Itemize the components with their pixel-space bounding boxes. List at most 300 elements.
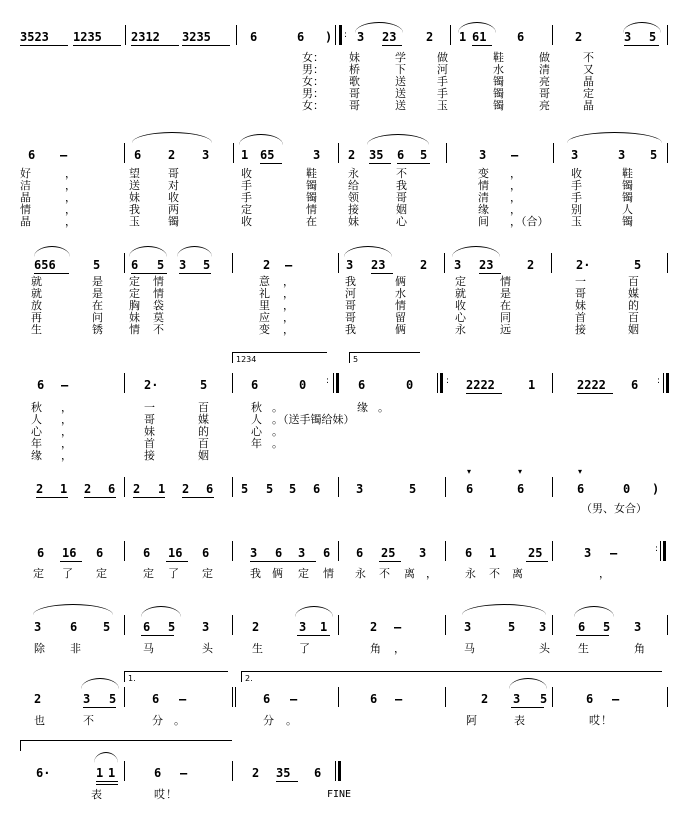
lyric-char: ， <box>61 425 72 438</box>
note: 2· <box>144 378 159 392</box>
lyric-char: 同 <box>500 311 511 324</box>
lyric-char: 了 <box>168 567 179 580</box>
lyric-char: 年 <box>31 437 42 450</box>
lyric-char: 俩 <box>272 567 283 580</box>
underline <box>371 273 393 274</box>
slur <box>452 246 500 257</box>
lyric-char: 首 <box>575 311 586 324</box>
underline <box>83 707 116 708</box>
lyric-char: 哥 <box>396 191 407 204</box>
note: 6 <box>586 692 594 706</box>
note: 6 <box>108 482 116 496</box>
lyric-char: ，（合） <box>510 215 549 228</box>
note: 6 <box>466 482 474 496</box>
lyric-char: 问 <box>92 311 103 324</box>
note: 6 <box>131 258 139 272</box>
lyric-char: 哎 <box>154 788 165 801</box>
note: – <box>285 258 293 272</box>
note: 6 <box>517 30 525 44</box>
underline <box>577 393 613 394</box>
lyric-char: 做 <box>437 51 448 64</box>
lyric-char: 角 <box>634 642 645 655</box>
lyric-char: 姻 <box>396 203 407 216</box>
lyric-char: ， <box>283 323 294 336</box>
note: 1 <box>489 546 497 560</box>
lyric-char: 情 <box>129 323 140 336</box>
lyric-char: 镯 <box>306 191 317 204</box>
lyric-char: 俩 <box>395 275 406 288</box>
lyric-char: 收 <box>571 167 582 180</box>
underline <box>182 497 214 498</box>
barline <box>232 373 233 393</box>
lyric-char: 妹 <box>129 191 140 204</box>
note: 6 <box>263 692 271 706</box>
lyric-char: 心 <box>396 215 407 228</box>
note: 3 <box>356 482 364 496</box>
volta-bracket <box>124 671 228 682</box>
lyric-char: ， <box>61 401 72 414</box>
note: 2 <box>370 620 378 634</box>
volta-bracket <box>20 740 232 751</box>
slur <box>132 132 212 143</box>
slur <box>567 132 662 143</box>
lyric-char: 镯 <box>622 191 633 204</box>
lyric-char: 哥 <box>144 413 155 426</box>
lyric-char: 清 <box>478 191 489 204</box>
note: 6 <box>313 482 321 496</box>
underline <box>397 163 430 164</box>
lyric-char: 接 <box>575 323 586 336</box>
lyric-char: 首 <box>144 437 155 450</box>
lyric-char: 缘 <box>31 449 42 462</box>
lyric-char: 送 <box>395 99 406 112</box>
lyric-char: 莫 <box>153 311 164 324</box>
lyric-char: ， <box>426 567 437 580</box>
lyric-char: 定 <box>129 275 140 288</box>
note: 6 <box>152 692 160 706</box>
note: 0 <box>406 378 414 392</box>
lyric-char: 在 <box>306 215 317 228</box>
lyric-char: 水 <box>493 63 504 76</box>
lyric-char: 媒 <box>198 413 209 426</box>
lyric-char: 生 <box>578 642 589 655</box>
barline <box>552 25 553 45</box>
note: 6 <box>37 378 45 392</box>
lyric-char: 接 <box>144 449 155 462</box>
lyric-char: 收 <box>455 299 466 312</box>
lyric-char: 心 <box>251 425 262 438</box>
note: 3 <box>618 148 626 162</box>
lyric-char: 手 <box>241 179 252 192</box>
note: 5 <box>241 482 249 496</box>
lyric-char: 情 <box>153 275 164 288</box>
note: 2 <box>575 30 583 44</box>
note: 61 <box>472 30 487 44</box>
lyric-char: 间 <box>478 215 489 228</box>
barline <box>667 25 668 45</box>
volta-bracket <box>349 352 420 363</box>
slur <box>458 22 496 33</box>
lyric-char: 镯 <box>493 75 504 88</box>
lyric-char: 定 <box>33 567 44 580</box>
lyric-char: 在 <box>500 299 511 312</box>
thick-barline <box>663 541 666 561</box>
note: 65 <box>260 148 275 162</box>
note: 6 <box>275 546 283 560</box>
note: 3523 <box>20 30 49 44</box>
note: 1 <box>459 30 467 44</box>
note: 6· <box>36 766 51 780</box>
note: 35 <box>369 148 384 162</box>
barline <box>338 541 339 561</box>
lyric-char: 河 <box>437 63 448 76</box>
note: 0 <box>623 482 631 496</box>
lyric-char: 。（送手镯给妹） <box>272 413 355 426</box>
lyric-char: 。 <box>272 401 283 414</box>
lyric-char: 桥 <box>349 63 360 76</box>
note: – <box>394 620 402 634</box>
lyric-char: 百 <box>198 437 209 450</box>
lyric-char: ， <box>599 567 610 580</box>
note: 2 <box>133 482 141 496</box>
repeat-dot: : <box>344 30 348 40</box>
lyric-char: 手 <box>437 87 448 100</box>
lyric-char: 哥 <box>349 99 360 112</box>
lyric-char: 是 <box>92 287 103 300</box>
note: 5 <box>109 692 117 706</box>
slur <box>34 246 70 257</box>
lyric-char: 不 <box>83 714 94 727</box>
barline <box>667 143 668 163</box>
note: 6 <box>314 766 322 780</box>
barline <box>551 253 552 273</box>
underline <box>576 635 609 636</box>
lyric-char: 。 <box>378 401 389 414</box>
lyric-char: 我 <box>345 275 356 288</box>
underline <box>166 561 188 562</box>
slur <box>574 606 614 617</box>
lyric-char: 收 <box>241 167 252 180</box>
volta-label: 1234 <box>236 355 257 364</box>
slur <box>295 606 333 617</box>
note: 2 <box>36 482 44 496</box>
slur <box>94 752 118 763</box>
lyric-char: 镯 <box>306 179 317 192</box>
lyric-char: ， <box>65 167 76 180</box>
note: 3235 <box>182 30 211 44</box>
note: 5 <box>203 258 211 272</box>
note: 6 <box>465 546 473 560</box>
note: 23 <box>479 258 494 272</box>
barline <box>445 541 446 561</box>
note: 2 <box>263 258 271 272</box>
accent: ▾ <box>467 467 472 476</box>
lyric-char: 清 <box>539 63 550 76</box>
lyric-char: 。 <box>174 714 185 727</box>
lyric-char: 下 <box>395 63 406 76</box>
barline <box>335 761 336 781</box>
lyric-char: 胸 <box>129 299 140 312</box>
lyric-char: 不 <box>583 51 594 64</box>
note: 2 <box>420 258 428 272</box>
lyric-char: ， <box>65 179 76 192</box>
note: 1 <box>96 766 104 780</box>
underline <box>182 45 230 46</box>
lyric-char: 妹 <box>144 425 155 438</box>
note: 3 <box>539 620 547 634</box>
lyric-char: 人 <box>251 413 262 426</box>
lyric-char: 哥 <box>539 87 550 100</box>
lyric-char: 头 <box>202 642 213 655</box>
lyric-char: 水 <box>395 287 406 300</box>
lyric-char: ， <box>283 311 294 324</box>
barline <box>450 25 451 45</box>
lyric-char: 不 <box>489 567 500 580</box>
slur <box>462 604 546 615</box>
note: 25 <box>381 546 396 560</box>
lyric-char: 是 <box>500 287 511 300</box>
lyric-char: 手 <box>437 75 448 88</box>
lyric-char: 亮 <box>539 99 550 112</box>
lyric-char: 哥 <box>345 299 356 312</box>
lyric-char: 定 <box>129 287 140 300</box>
slur <box>239 134 283 145</box>
lyric-char: 是 <box>92 275 103 288</box>
note: – <box>60 148 68 162</box>
lyric-char: 百 <box>628 275 639 288</box>
note: 5 <box>650 148 658 162</box>
barline <box>667 253 668 273</box>
lyric-char: 不 <box>379 567 390 580</box>
accent: ▾ <box>578 467 583 476</box>
volta-label: 1. <box>128 674 136 683</box>
note: – <box>61 378 69 392</box>
underline <box>20 45 68 46</box>
lyric-char: 洁 <box>20 179 31 192</box>
barline <box>338 615 339 635</box>
note: 5 <box>603 620 611 634</box>
lyric-char: 百 <box>198 401 209 414</box>
underline <box>526 561 548 562</box>
barline <box>445 687 446 707</box>
note: 6 <box>96 546 104 560</box>
barline <box>445 615 446 635</box>
lyric-char: ， <box>283 287 294 300</box>
underline <box>472 45 492 46</box>
volta-label: 2. <box>245 674 253 683</box>
underline <box>133 497 165 498</box>
note: 6 <box>370 692 378 706</box>
note: 6 <box>251 378 259 392</box>
lyric-char: 手 <box>571 179 582 192</box>
lyric-char: ！ <box>166 788 177 801</box>
lyric-char: 哎 <box>589 714 600 727</box>
lyric-char: 就 <box>31 275 42 288</box>
barline <box>232 615 233 635</box>
lyric-char: 姻 <box>628 323 639 336</box>
barline <box>667 615 668 635</box>
lyric-char: 人 <box>622 203 633 216</box>
note: 656 <box>34 258 56 272</box>
lyric-char: 锈 <box>92 323 103 336</box>
note: 6 <box>134 148 142 162</box>
lyric-char: 角 <box>370 642 381 655</box>
note: 3 <box>419 546 427 560</box>
underline <box>34 273 69 274</box>
lyric-char: 表 <box>514 714 525 727</box>
lyric-char: 情 <box>20 203 31 216</box>
barline <box>552 477 553 497</box>
lyric-char: 晶 <box>20 215 31 228</box>
lyric-char: 做 <box>539 51 550 64</box>
barline <box>552 541 553 561</box>
note: 3 <box>298 546 306 560</box>
lyric-char: 晶 <box>583 75 594 88</box>
underline <box>131 273 167 274</box>
note: 1 <box>158 482 166 496</box>
note: 6 <box>323 546 331 560</box>
lyric-char: 礼 <box>259 287 270 300</box>
lyric-char: ， <box>510 191 521 204</box>
note: 6 <box>297 30 305 44</box>
lyric-char: 离 <box>404 567 415 580</box>
barline <box>660 541 661 561</box>
lyric-char: 缘 <box>357 401 368 414</box>
lyric-char: 亮 <box>539 75 550 88</box>
barline <box>333 373 334 393</box>
note: 6 <box>517 482 525 496</box>
lyric-char: 镯 <box>622 215 633 228</box>
note: 2 <box>252 766 260 780</box>
note: 3 <box>202 148 210 162</box>
slur <box>623 22 661 33</box>
barline <box>552 687 553 707</box>
lyric-char: 定 <box>143 567 154 580</box>
lyric-char: 应 <box>259 311 270 324</box>
lyric-char: 年 <box>251 437 262 450</box>
note: 6 <box>356 546 364 560</box>
lyric-char: 永 <box>355 567 366 580</box>
lyric-char: 收 <box>168 191 179 204</box>
lyric-char: 离 <box>512 567 523 580</box>
barline <box>124 615 125 635</box>
note: 6 <box>578 620 586 634</box>
note: 5 <box>93 258 101 272</box>
performer-note: （男、女合） <box>581 502 647 515</box>
fine-label: FINE <box>327 789 352 800</box>
repeat-dot: : <box>655 544 659 554</box>
note: 5 <box>649 30 657 44</box>
barline <box>124 253 125 273</box>
barline <box>552 373 553 393</box>
lyric-char: 了 <box>299 642 310 655</box>
note: 6 <box>397 148 405 162</box>
note: 2 <box>426 30 434 44</box>
underline <box>511 707 544 708</box>
underline <box>84 497 116 498</box>
lyric-char: 袋 <box>153 299 164 312</box>
lyric-char: ， <box>283 275 294 288</box>
note: 6 <box>250 30 258 44</box>
note: – <box>511 148 519 162</box>
barline <box>338 143 339 163</box>
underline <box>379 561 401 562</box>
note: 1 <box>528 378 536 392</box>
note: 3 <box>250 546 258 560</box>
lyric-char: 定 <box>455 275 466 288</box>
note: 6 <box>28 148 36 162</box>
lyric-char: 生 <box>252 642 263 655</box>
slur <box>367 134 429 145</box>
lyric-char: 变 <box>478 167 489 180</box>
note: 2 <box>481 692 489 706</box>
lyric-char: 领 <box>348 191 359 204</box>
lyric-char: 望 <box>129 167 140 180</box>
lyric-char: 情 <box>323 567 334 580</box>
lyric-char: 定 <box>202 567 213 580</box>
barline <box>124 143 125 163</box>
lyric-char: 哥 <box>345 311 356 324</box>
underline <box>73 45 121 46</box>
barline <box>232 687 233 707</box>
lyric-char: 镯 <box>622 179 633 192</box>
lyric-char: 不 <box>153 323 164 336</box>
volta-label: 5 <box>353 355 359 364</box>
lyric-char: 送 <box>129 179 140 192</box>
barline <box>338 477 339 497</box>
lyric-char: 情 <box>395 299 406 312</box>
lyric-char: 鞋 <box>622 167 633 180</box>
note: 5 <box>103 620 111 634</box>
lyric-char: 心 <box>31 425 42 438</box>
lyric-char: 意 <box>259 275 270 288</box>
slur <box>81 678 119 689</box>
slur <box>177 246 212 257</box>
singer-label: 男： <box>302 63 324 76</box>
barline <box>338 687 339 707</box>
note: 6 <box>631 378 639 392</box>
lyric-char: 的 <box>198 425 209 438</box>
lyric-char: 分 <box>152 714 163 727</box>
repeat-dot: : <box>657 376 661 386</box>
barline <box>553 143 554 163</box>
lyric-char: 镯 <box>168 215 179 228</box>
lyric-char: 再 <box>31 311 42 324</box>
note: 2222 <box>577 378 606 392</box>
note: 5 <box>634 258 642 272</box>
lyric-char: 玉 <box>437 99 448 112</box>
lyric-char: 放 <box>31 299 42 312</box>
note: 3 <box>584 546 592 560</box>
lyric-char: 定 <box>96 567 107 580</box>
note: 3 <box>454 258 462 272</box>
lyric-char: 定 <box>298 567 309 580</box>
note: 2 <box>527 258 535 272</box>
barline <box>235 687 236 707</box>
lyric-char: 头 <box>539 642 550 655</box>
thick-barline <box>336 373 339 393</box>
lyric-char: 妹 <box>349 51 360 64</box>
barline <box>124 373 125 393</box>
lyric-char: 留 <box>395 311 406 324</box>
lyric-char: 一 <box>575 275 586 288</box>
lyric-char: 收 <box>241 215 252 228</box>
lyric-char: ， <box>510 167 521 180</box>
barline <box>233 143 234 163</box>
lyric-char: 又 <box>583 63 594 76</box>
note: – <box>395 692 403 706</box>
volta-bracket <box>241 671 662 682</box>
